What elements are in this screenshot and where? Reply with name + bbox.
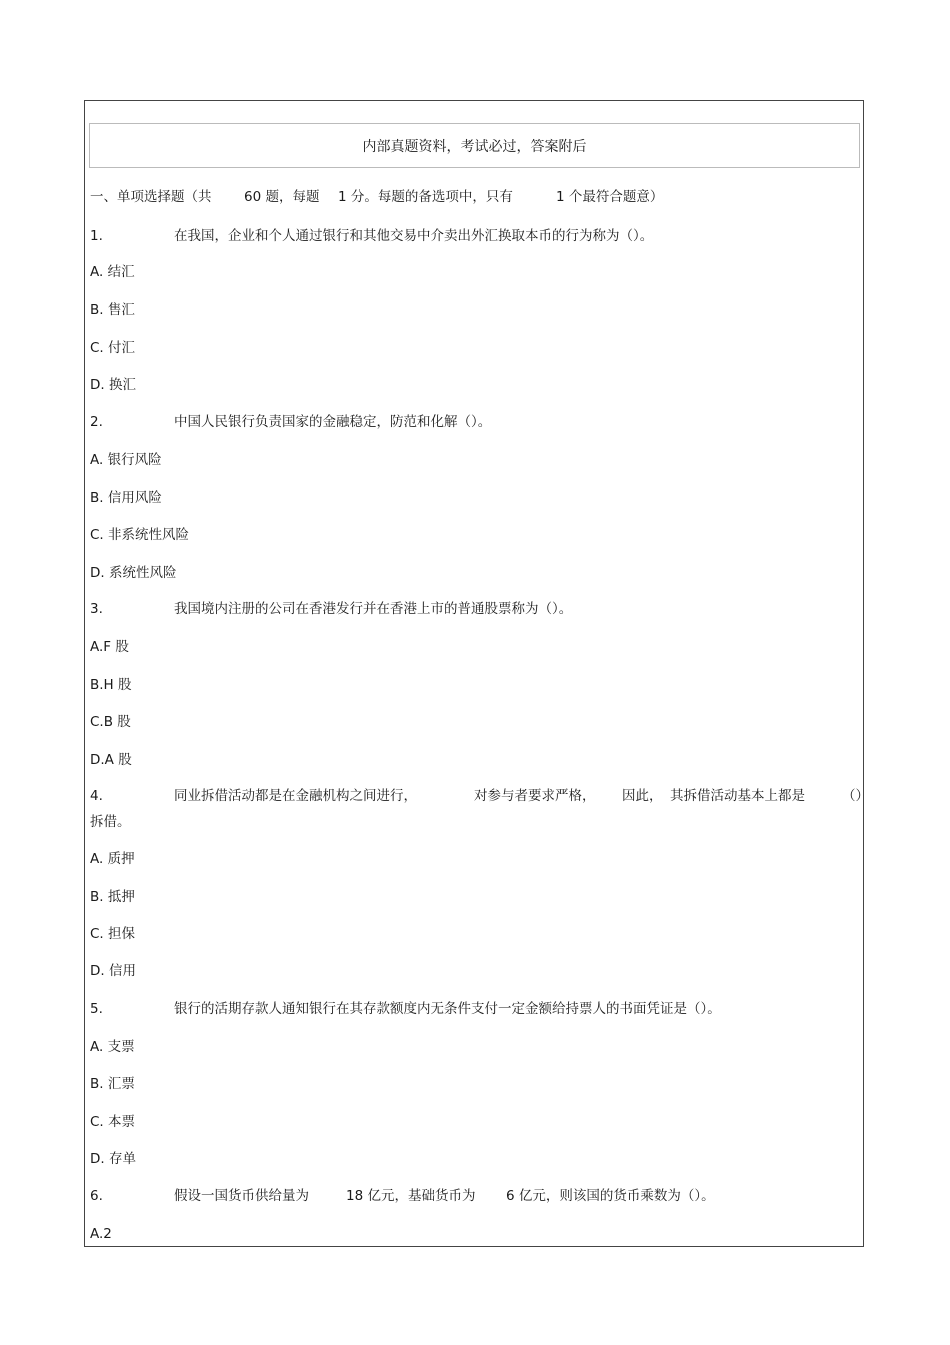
option-item: D. 系统性风险 <box>90 565 177 581</box>
question-number: 3. <box>90 601 103 617</box>
option-item: B. 售汇 <box>90 302 135 318</box>
question-text: 在我国，企业和个人通过银行和其他交易中介卖出外汇换取本币的行为称为（）。 <box>174 228 654 244</box>
section-part-1: 一、单项选择题（共 <box>90 189 212 205</box>
question-text-part-4: 其拆借活动基本上都是 <box>670 788 805 804</box>
question-text: 中国人民银行负责国家的金融稳定，防范和化解（）。 <box>174 414 492 430</box>
section-part-4: 1 个最符合题意） <box>556 189 664 205</box>
header-box <box>89 123 860 168</box>
option-item: D. 信用 <box>90 963 136 979</box>
question-text-part-1: 同业拆借活动都是在金融机构之间进行， <box>174 788 417 804</box>
question-text-part-2: 对参与者要求严格， <box>474 788 596 804</box>
question-text-part-3: 因此， <box>622 788 663 804</box>
option-item: C. 付汇 <box>90 340 136 356</box>
option-item: A. 质押 <box>90 851 135 867</box>
option-item: A.2 <box>90 1226 112 1242</box>
option-item: A. 结汇 <box>90 264 135 280</box>
option-item: B. 抵押 <box>90 889 135 905</box>
question-number: 6. <box>90 1188 103 1204</box>
option-item: D. 换汇 <box>90 377 136 393</box>
question-number: 2. <box>90 414 103 430</box>
question-text: 我国境内注册的公司在香港发行并在香港上市的普通股票称为（）。 <box>174 601 573 617</box>
question-text: 银行的活期存款人通知银行在其存款额度内无条件支付一定金额给持票人的书面凭证是（）。 <box>174 1001 721 1017</box>
question-text-part-1: 假设一国货币供给量为 <box>174 1188 309 1204</box>
question-number: 1. <box>90 228 103 244</box>
question-text-continued: 拆借。 <box>90 814 131 830</box>
option-item: C. 本票 <box>90 1114 136 1130</box>
question-text-part-2: 18 亿元，基础货币为 <box>346 1188 476 1204</box>
option-item: C.B 股 <box>90 714 131 730</box>
option-item: D. 存单 <box>90 1151 136 1167</box>
question-text-part-3: 6 亿元，则该国的货币乘数为（）。 <box>506 1188 715 1204</box>
option-item: C. 非系统性风险 <box>90 527 190 543</box>
option-item: C. 担保 <box>90 926 136 942</box>
question-number: 5. <box>90 1001 103 1017</box>
page-frame <box>84 100 864 1247</box>
option-item: B. 信用风险 <box>90 490 162 506</box>
section-part-2: 60 题，每题 <box>244 189 320 205</box>
option-item: B.H 股 <box>90 677 132 693</box>
option-item: D.A 股 <box>90 752 132 768</box>
option-item: A.F 股 <box>90 639 129 655</box>
option-item: A. 银行风险 <box>90 452 162 468</box>
question-text-part-5: （） <box>842 788 869 804</box>
option-item: A. 支票 <box>90 1039 135 1055</box>
header-text: 内部真题资料，考试必过，答案附后 <box>362 138 587 155</box>
section-part-3: 1 分。每题的备选项中，只有 <box>338 189 513 205</box>
question-number: 4. <box>90 788 103 804</box>
option-item: B. 汇票 <box>90 1076 135 1092</box>
